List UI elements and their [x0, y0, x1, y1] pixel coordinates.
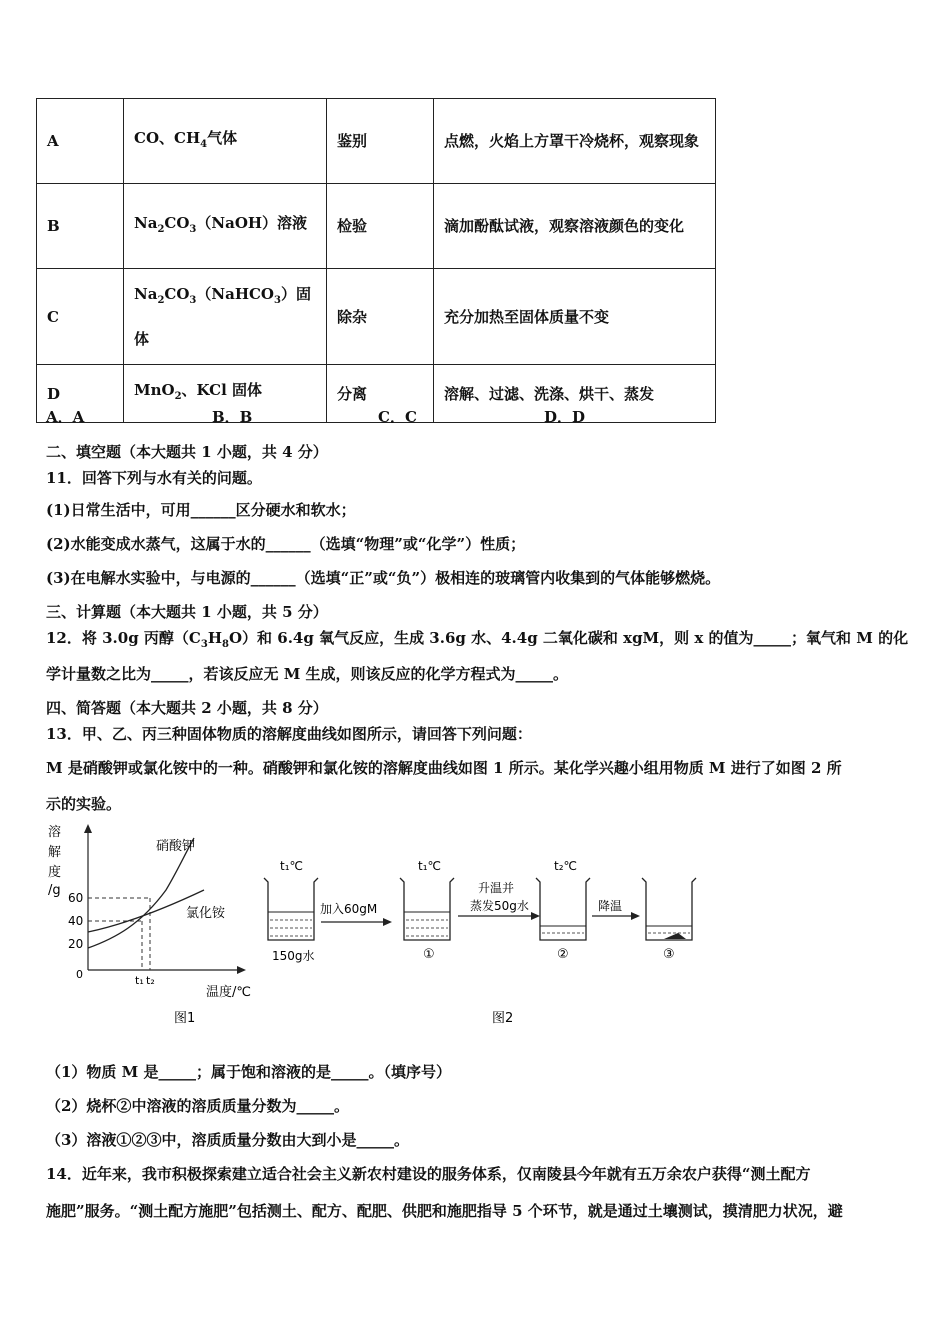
y-tick: 40 — [68, 914, 84, 928]
table-row — [37, 269, 716, 365]
question-13-desc: 示的实验。 — [46, 795, 122, 813]
choice-d: D．D — [544, 408, 586, 426]
operation-cell: 点燃，火焰上方罩干冷烧杯，观察现象 — [434, 99, 716, 184]
question-14-line-1: 14．近年来，我市积极探索建立适合社会主义新农村建设的服务体系，仅南陵县今年就有五万余农户获得“测土配方 — [46, 1165, 811, 1183]
choice-c: C．C — [378, 408, 417, 426]
substance-cell: $Na_2CO_3(NaOH)$溶液 — [124, 184, 327, 269]
beaker-label-3: ③ — [663, 947, 675, 962]
step-evaporate: 蒸发50g水 — [470, 899, 529, 913]
question-13: 13．甲、乙、丙三种固体物质的溶解度曲线如图所示，请回答下列问题： — [46, 725, 532, 743]
origin-label: 0 — [76, 968, 83, 981]
step-heat: 升温并 — [478, 881, 515, 895]
option-letter: A — [37, 99, 124, 184]
section-heading: 二、填空题（本大题共 1 小题，共 4 分） — [46, 443, 328, 461]
x-tick: t₁ — [135, 974, 144, 987]
beaker-label-1: ① — [423, 947, 435, 962]
table-row — [37, 184, 716, 269]
curve-label-nh4cl: 氯化铵 — [186, 906, 226, 921]
substance-cell: CO、$CH_4$气体 — [124, 99, 327, 184]
question-11-part-1: (1)日常生活中，可用______区分硬水和软水； — [46, 501, 356, 519]
question-13-desc: M 是硝酸钾或氯化铵中的一种。硝酸钾和氯化铵的溶解度曲线如图 1 所示。某化学兴趣小组用物质 M 进行了如图 2 所 — [46, 759, 842, 777]
question-13-part-3: （3）溶液①②③中，溶质质量分数由大到小是_____。 — [46, 1131, 409, 1149]
figure-1-caption: 图1 — [174, 1011, 196, 1026]
beaker-3 — [642, 878, 696, 940]
curve-label-kno3: 硝酸钾 — [156, 839, 196, 854]
y-tick: 60 — [68, 891, 84, 905]
kno3-curve — [88, 838, 194, 948]
substance-cell: MnO$_2$、KCl 固体 — [124, 365, 327, 423]
choice-b: B．B — [212, 408, 253, 426]
beaker-temp: t₁℃ — [418, 859, 441, 873]
question-12-line-2: 学计量数之比为_____，若该反应无 M 生成，则该反应的化学方程式为_____。 — [46, 665, 569, 683]
option-letter: B — [37, 184, 124, 269]
question-14-line-2: 施肥”服务。“测土配方施肥”包括测土、配方、配肥、供肥和施肥指导 5 个环节，就是通过土壤测试，摸清肥力状况，避 — [46, 1202, 843, 1220]
operation-cell: 溶解、过滤、洗涤、烘干、蒸发 — [434, 365, 716, 423]
water-label: 150g水 — [272, 949, 315, 963]
beaker-2 — [536, 878, 590, 940]
operation-cell: 充分加热至固体质量不变 — [434, 269, 716, 365]
y-axis-label: 溶 — [48, 825, 62, 840]
figures — [46, 820, 746, 1035]
beaker-temp: t₂℃ — [554, 859, 577, 873]
question-11-part-2: (2)水能变成水蒸气，这属于水的______（选填“物理”或“化学”）性质； — [46, 535, 526, 553]
choice-a: A．A — [46, 408, 85, 426]
step-add-m: 加入60gM — [320, 902, 378, 916]
step-cool: 降温 — [598, 899, 623, 913]
beaker-label-2: ② — [557, 947, 569, 962]
method-cell: 除杂 — [327, 269, 434, 365]
beaker-temp: t₁℃ — [280, 859, 303, 873]
question-12-line-1: 12．将 3.0g 丙醇$(C_3H_8O)$和 6.4g 氧气反应，生成 3.6g 水、4.4g 二氧化碳和 xgM，则 x 的值为_____；氧气和 M 的化 — [46, 629, 909, 650]
figure-2-caption: 图2 — [492, 1011, 514, 1026]
options-table — [36, 98, 716, 423]
section-heading: 四、简答题（本大题共 2 小题，共 8 分） — [46, 699, 328, 717]
table-row — [37, 99, 716, 184]
y-tick: 20 — [68, 937, 84, 951]
substance-cell: $Na_2CO_3(NaHCO_3)$固体 — [124, 269, 327, 365]
beaker-0 — [264, 878, 318, 940]
question-11-part-3: (3)在电解水实验中，与电源的______（选填“正”或“负”）极相连的玻璃管内收集到的气体能够燃烧。 — [46, 569, 721, 587]
y-axis-label: 度 — [48, 865, 62, 880]
y-axis-label: 解 — [48, 845, 62, 860]
method-cell: 鉴别 — [327, 99, 434, 184]
method-cell: 检验 — [327, 184, 434, 269]
figure-2 — [264, 859, 696, 1026]
question-13-part-2: （2）烧杯②中溶液的溶质质量分数为_____。 — [46, 1097, 349, 1115]
option-letter: C — [37, 269, 124, 365]
x-tick: t₂ — [146, 974, 155, 987]
crystal-precipitate — [664, 933, 686, 939]
figure-1 — [48, 824, 251, 1026]
question-11: 11．回答下列与水有关的问题。 — [46, 469, 262, 487]
x-axis-label: 温度/℃ — [206, 985, 251, 1000]
method-cell: 分离 — [327, 365, 434, 423]
option-letter: D — [37, 365, 124, 423]
question-13-part-1: （1）物质 M 是_____；属于饱和溶液的是_____。（填序号） — [46, 1063, 451, 1081]
y-axis-label: /g — [48, 883, 61, 898]
answer-choices — [46, 406, 585, 427]
operation-cell: 滴加酚酞试液，观察溶液颜色的变化 — [434, 184, 716, 269]
section-heading: 三、计算题（本大题共 1 小题，共 5 分） — [46, 603, 328, 621]
beaker-1 — [400, 878, 454, 940]
